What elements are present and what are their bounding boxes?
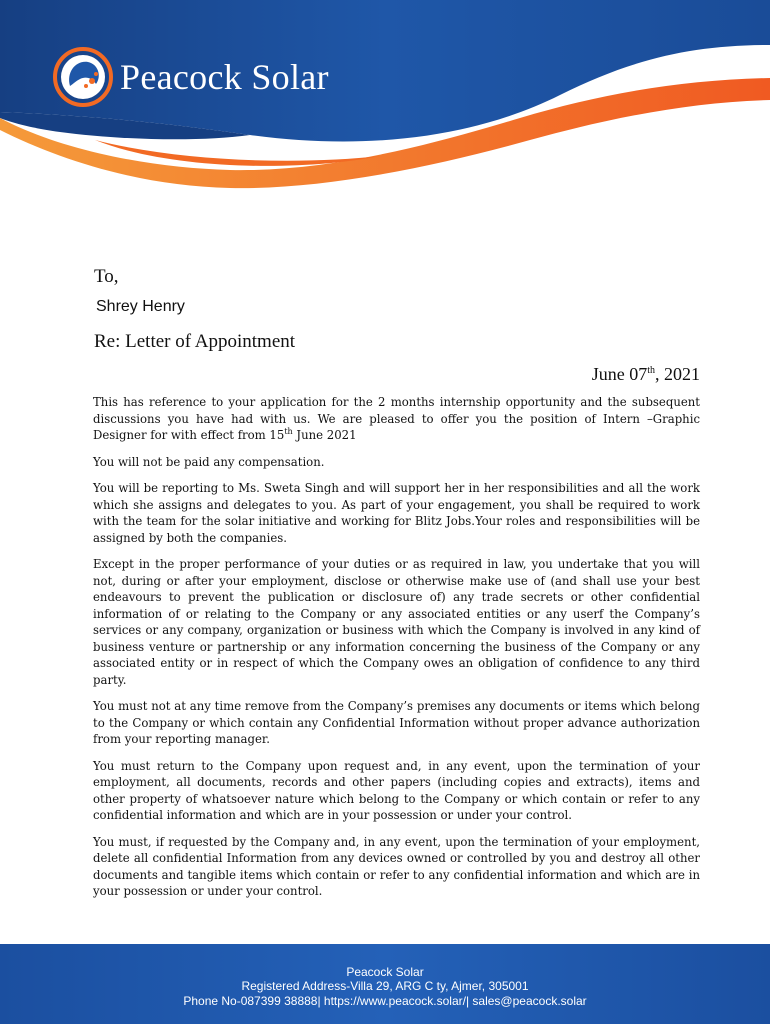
date-ordinal: th xyxy=(647,365,655,376)
paragraph-return: You must return to the Company upon request and, in any event, upon the termination of your employment, all documents, records and other papers (including copies and extracts), items and other property of whatsoever nature which belong to the Company or which contain or refer to any confidential information and which are in your possession or under your control. xyxy=(93,758,700,822)
footer-bar xyxy=(0,944,770,1024)
peacock-logo-icon xyxy=(52,46,114,108)
paragraph-deletion: You must, if requested by the Company and, in any event, upon the termination of your employment, delete all confidential Information from any devices owned or controlled by you and destroy all other documents and tangible items which contain or refer to any confidential information and which are in your possession or under your control. xyxy=(93,834,700,898)
letter-subject: Re: Letter of Appointment xyxy=(94,331,296,352)
footer-address: Registered Address-Villa 29, ARG C ty, Ajmer, 305001 xyxy=(241,979,529,993)
paragraph-confidentiality: Except in the proper performance of your duties or as required in law, you undertake that you will not, during or after your employment, disclose or otherwise make use of (and shall use your best endeavours to prevent the publication or disclosure of) any trade secrets or other confidential information of or relating to the Company or any associated entities or any userf the Company’s services or any company, organization or business with which the Company is involved in any kind of business venture or partnership or any information concerning the business of the Company or any associated entity or in respect of which the Company owes an obligation of confidence to any third party. xyxy=(93,557,700,687)
salutation: To, xyxy=(94,266,119,287)
header-banner xyxy=(0,0,770,230)
brand-name: Peacock Solar xyxy=(120,57,329,97)
brand-logo xyxy=(52,46,329,108)
start-date-ordinal: th xyxy=(284,427,293,437)
date-suffix: , 2021 xyxy=(655,364,700,384)
letter-date xyxy=(592,364,700,385)
letter-body xyxy=(93,394,700,910)
start-date-month: June 2021 xyxy=(292,428,357,442)
paragraph-reporting: You will be reporting to Ms. Sweta Singh and will support her in her responsibilities and all the work which she assigns and delegates to you. As part of your engagement, you shall be required to work with the team for the solar initiative and working for Blitz Jobs.Your roles and responsibilities will be assigned by both the companies. xyxy=(93,481,700,545)
footer-company: Peacock Solar xyxy=(346,965,424,979)
paragraph-removal: You must not at any time remove from the Company’s premises any documents or items which belong to the Company or which contain any Confidential Information without proper advance authorization from your reporting manager. xyxy=(93,699,700,746)
recipient-name: Shrey Henry xyxy=(96,298,185,315)
date-prefix: June 07 xyxy=(591,364,648,384)
footer-contact: Phone No-087399 38888| https://www.peacock.solar/| sales@peacock.solar xyxy=(183,994,587,1008)
paragraph-compensation: You will not be paid any compensation. xyxy=(93,454,325,469)
paragraph-reference xyxy=(93,394,700,444)
paragraph-reference-text: This has reference to your application for the 2 months internship opportunity and the subsequent discussions you have had with us. We are pleased to offer you the position of Intern –Graphic Designer for with effect from 15 xyxy=(93,395,700,442)
